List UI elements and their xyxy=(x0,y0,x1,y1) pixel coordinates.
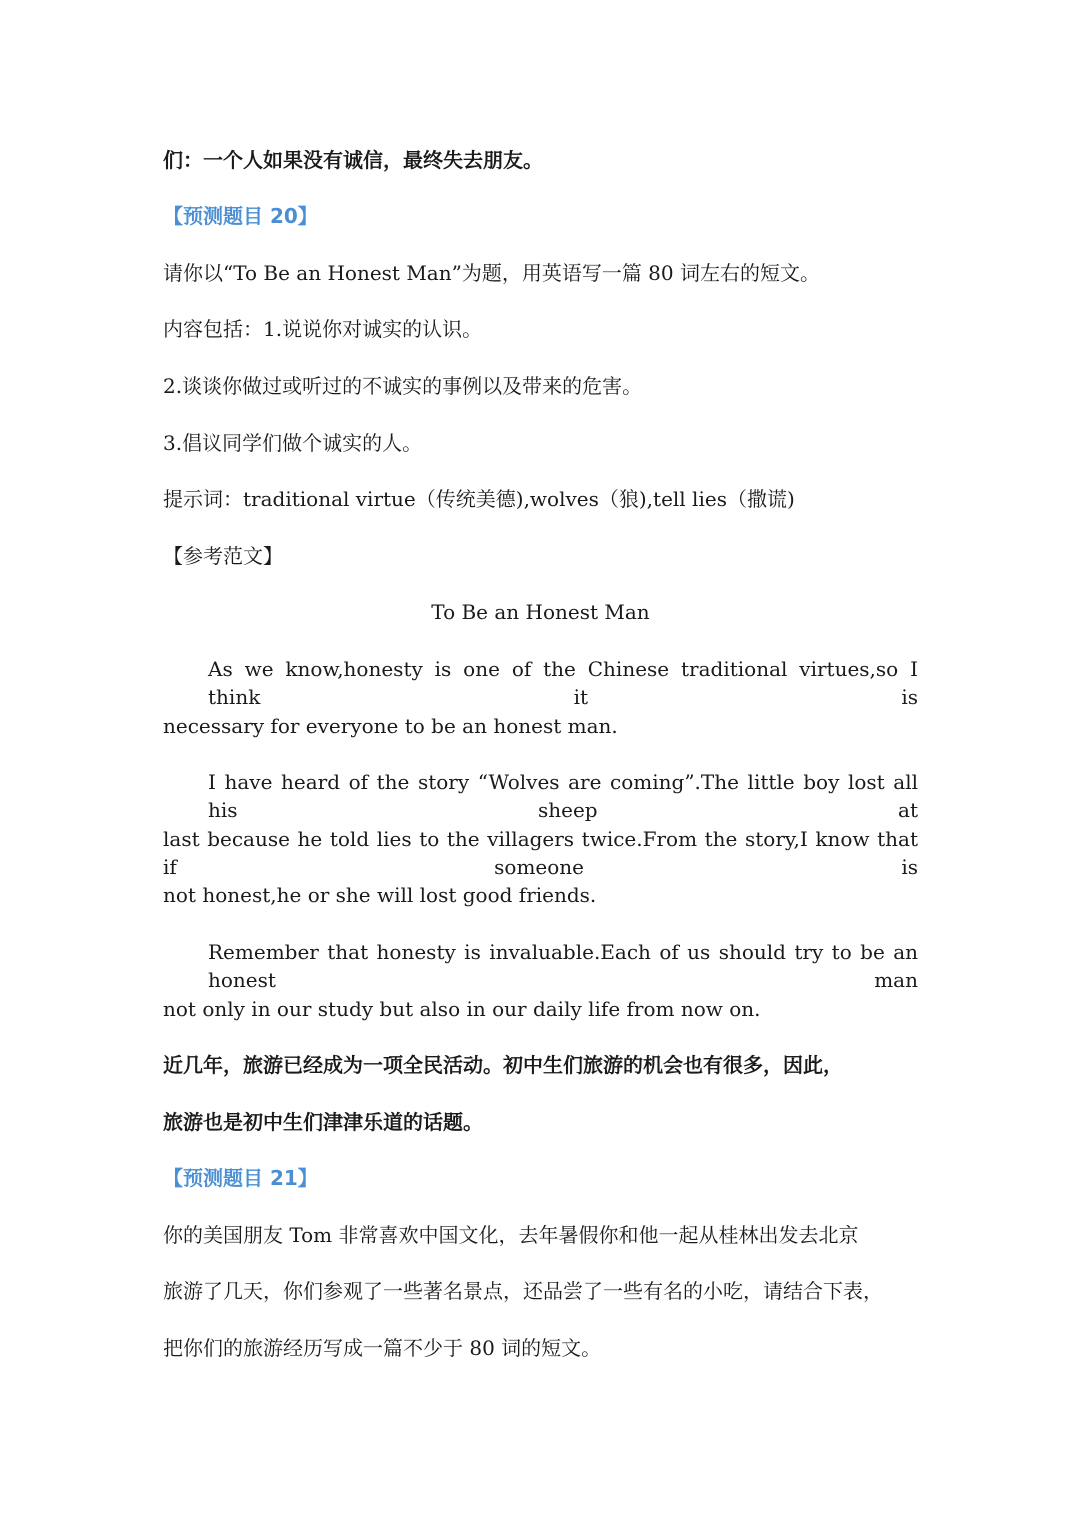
q20-point-3: 3.倡议同学们做个诚实的人。 xyxy=(163,431,423,455)
q21-line3: 把你们的旅游经历写成一篇不少于 80 词的短文。 xyxy=(163,1336,602,1360)
q21-line1: 你的美国朋友 Tom 非常喜欢中国文化，去年暑假你和他一起从桂林出发去北京 xyxy=(163,1223,859,1247)
sample-p3-line1: Remember that honesty is invaluable.Each of us should try to be an honest man xyxy=(208,940,918,992)
travel-intro-line2: 旅游也是初中生们津津乐道的话题。 xyxy=(163,1110,483,1134)
q20-heading: 【预测题目 20】 xyxy=(163,204,318,228)
sample-p2-line3: not honest,he or she will lost good friends. xyxy=(163,883,597,907)
q20-hints: 提示词：traditional virtue（传统美德),wolves（狼),tell lies（撒谎) xyxy=(163,487,795,511)
q21-heading: 【预测题目 21】 xyxy=(163,1166,318,1190)
sample-p1-line2: necessary for everyone to be an honest man. xyxy=(163,714,618,738)
q20-prompt: 请你以“To Be an Honest Man”为题，用英语写一篇 80 词左右的短文。 xyxy=(163,261,820,285)
q20-content-label: 内容包括：1.说说你对诚实的认识。 xyxy=(163,317,483,341)
q20-point-2: 2.谈谈你做过或听过的不诚实的事例以及带来的危害。 xyxy=(163,374,643,398)
sample-p2-line2: last because he told lies to the villagers twice.From the story,I know that if someone is xyxy=(163,827,918,879)
intro-tail-text: 们：一个人如果没有诚信，最终失去朋友。 xyxy=(163,148,543,172)
travel-intro-line1: 近几年，旅游已经成为一项全民活动。初中生们旅游的机会也有很多，因此， xyxy=(163,1053,843,1077)
sample-p2-line1: I have heard of the story “Wolves are coming”.The little boy lost all his sheep at xyxy=(208,770,918,822)
sample-p3-line2: not only in our study but also in our daily life from now on. xyxy=(163,997,761,1021)
sample-label: 【参考范文】 xyxy=(163,544,283,568)
q21-line2: 旅游了几天，你们参观了一些著名景点，还品尝了一些有名的小吃，请结合下表， xyxy=(163,1279,883,1303)
sample-p1-line1: As we know,honesty is one of the Chinese traditional virtues,so I think it is xyxy=(208,657,918,709)
sample-essay-title: To Be an Honest Man xyxy=(431,600,650,624)
